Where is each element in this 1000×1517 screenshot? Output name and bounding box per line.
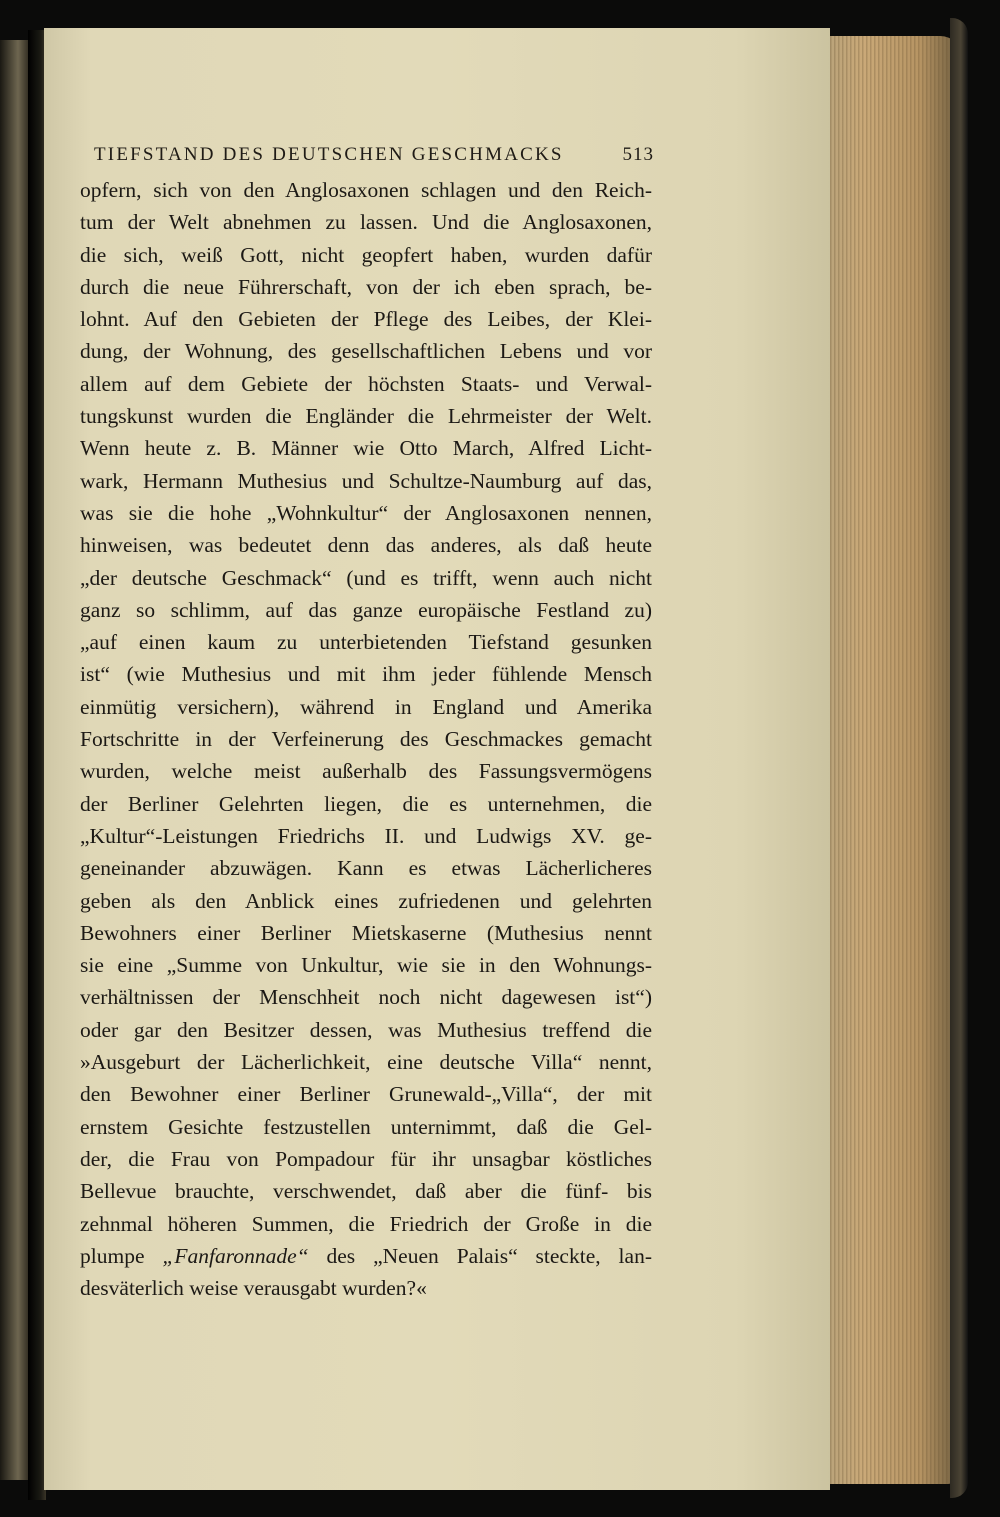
last-text-line: desväterlich weise verausgabt wurden?« <box>80 1276 427 1301</box>
text-line: geneinander abzuwägen. Kann es etwas Lächerlicheres <box>80 856 652 881</box>
text-line: tungskunst wurden die Engländer die Lehrmeister der Welt. <box>80 404 652 429</box>
text-line: geben als den Anblick eines zufriedenen und gelehrten <box>80 888 652 913</box>
text-line: der, die Frau von Pompadour für ihr unsagbar köstliches <box>80 1146 652 1171</box>
text-line: was sie die hohe „Wohnkultur“ der Anglosaxonen nennen, <box>80 500 652 525</box>
text-line: wurden, welche meist außerhalb des Fassungsvermögens <box>80 759 652 784</box>
text-line: durch die neue Führerschaft, von der ich eben sprach, be- <box>80 274 652 299</box>
text-line: „der deutsche Geschmack“ (und es trifft, wenn auch nicht <box>80 565 652 590</box>
page-number: 513 <box>622 144 654 165</box>
emphasis-fanfaronnade: „Fanfaronnade“ <box>162 1243 309 1268</box>
text-line: sie eine „Summe von Unkultur, wie sie in den Wohnungs- <box>80 953 652 978</box>
text-line-with-emphasis <box>80 1240 652 1272</box>
text-line: verhältnissen der Menschheit noch nicht dagewesen ist“) <box>80 985 652 1010</box>
text-line: einmütig versichern), während in England und Amerika <box>80 694 652 719</box>
text-line: wark, Hermann Muthesius und Schultze-Naumburg auf das, <box>80 468 652 493</box>
text-line: ernstem Gesichte festzustellen unternimmt, daß die Gel- <box>80 1114 652 1139</box>
text-line: Fortschritte in der Verfeinerung des Geschmackes gemacht <box>80 727 652 752</box>
line-end: des „Neuen Palais“ steckte, lan- <box>308 1243 652 1268</box>
text-line: den Bewohner einer Berliner Grunewald-„Villa“, der mit <box>80 1082 652 1107</box>
text-line: Bewohners einer Berliner Mietskaserne (Muthesius nennt <box>80 920 652 945</box>
text-line: tum der Welt abnehmen zu lassen. Und die Anglosaxonen, <box>80 210 652 235</box>
text-line: zehnmal höheren Summen, die Friedrich der Große in die <box>80 1211 652 1236</box>
line-start: plumpe <box>80 1243 163 1268</box>
text-line: opfern, sich von den Anglosaxonen schlagen und den Reich- <box>80 178 652 202</box>
left-page-edge <box>0 40 30 1480</box>
text-line: »Ausgeburt der Lächerlichkeit, eine deutsche Villa“ nennt, <box>80 1050 652 1075</box>
page-stack-edge <box>822 36 962 1484</box>
page-header <box>94 144 654 170</box>
text-line: der Berliner Gelehrten liegen, die es unternehmen, die <box>80 791 652 816</box>
text-line: ganz so schlimm, auf das ganze europäische Festland zu) <box>80 597 652 622</box>
text-line: Wenn heute z. B. Männer wie Otto March, Alfred Licht- <box>80 436 652 461</box>
text-line: Bellevue brauchte, verschwendet, daß aber die fünf- bis <box>80 1179 652 1204</box>
running-head: TIEFSTAND DES DEUTSCHEN GESCHMACKS <box>94 144 564 165</box>
text-line: hinweisen, was bedeutet denn das anderes, als daß heute <box>80 533 652 558</box>
text-line: „auf einen kaum zu unterbietenden Tiefstand gesunken <box>80 630 652 655</box>
text-line: „Kultur“-Leistungen Friedrichs II. und Ludwigs XV. ge- <box>80 823 652 848</box>
text-line: allem auf dem Gebiete der höchsten Staats- und Verwal- <box>80 371 652 396</box>
book-cover-edge <box>950 18 968 1498</box>
text-line: oder gar den Besitzer dessen, was Muthesius treffend die <box>80 1017 652 1042</box>
text-line: lohnt. Auf den Gebieten der Pflege des Leibes, der Klei- <box>80 307 652 332</box>
body-text <box>80 174 652 1304</box>
text-line: die sich, weiß Gott, nicht geopfert haben, wurden dafür <box>80 242 652 267</box>
text-line: dung, der Wohnung, des gesellschaftlichen Lebens und vor <box>80 339 652 364</box>
text-line: ist“ (wie Muthesius und mit ihm jeder fühlende Mensch <box>80 662 652 687</box>
